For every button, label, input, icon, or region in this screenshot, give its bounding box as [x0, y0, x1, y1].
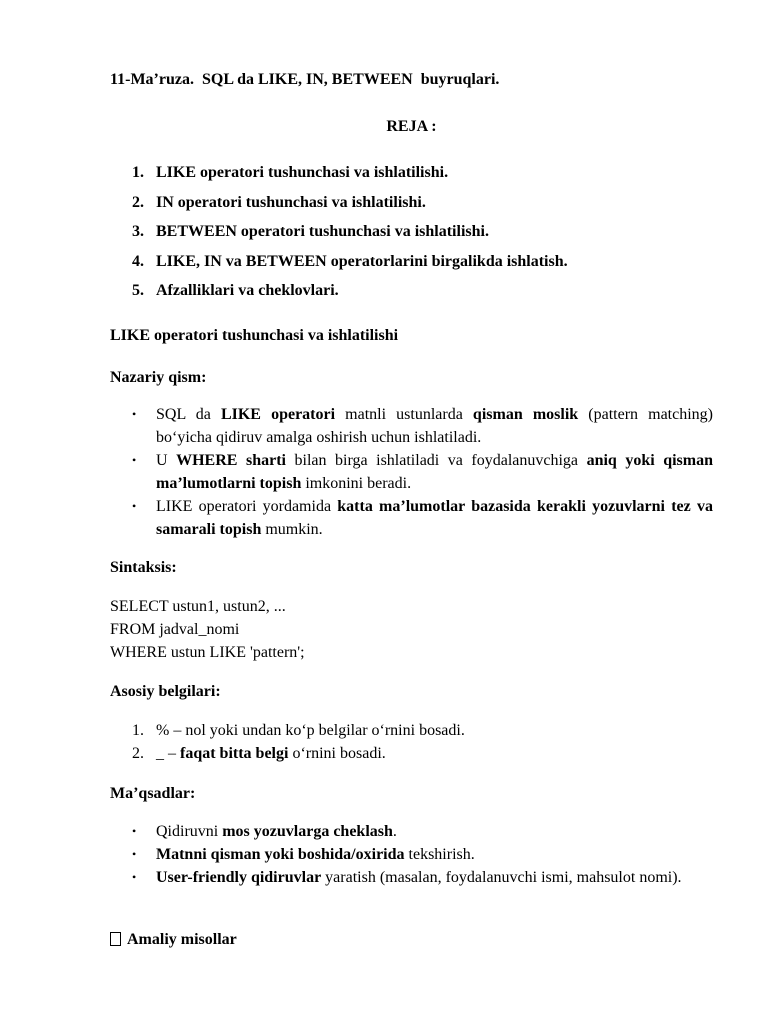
section-title: LIKE operatori tushunchasi va ishlatilishi	[110, 327, 399, 344]
theory-list	[110, 403, 713, 541]
list-item: 2. _ – faqat bitta belgi o‘rnini bosadi.	[132, 745, 386, 762]
list-item: • Matnni qisman yoki boshida/oxirida tekshirish.	[132, 846, 475, 863]
theory-heading: Nazariy qism:	[110, 369, 207, 386]
list-item: • User-friendly qidiruvlar yaratish (masalan, foydalanuvchi ismi, mahsulot nomi).	[132, 869, 682, 886]
symbols-list	[110, 719, 713, 765]
list-item: • LIKE operatori yordamida katta ma’lumotlar bazasida kerakli yozuvlarni tez va samarali topish mumkin.	[132, 498, 713, 538]
lecture-title: 11-Ma’ruza. SQL da LIKE, IN, BETWEEN buyruqlari.	[110, 71, 500, 88]
goals-list	[110, 820, 713, 889]
plan-item: 5. Afzalliklari va cheklovlari.	[132, 282, 339, 299]
code-line: WHERE ustun LIKE 'pattern';	[110, 644, 305, 661]
list-item: 1. % – nol yoki undan ko‘p belgilar o‘rnini bosadi.	[132, 722, 465, 739]
plan-item: 1. LIKE operatori tushunchasi va ishlatilishi.	[132, 164, 449, 181]
list-item: • SQL da LIKE operatori matnli ustunlarda qisman moslik (pattern matching) bo‘yicha qidiruv amalga oshirish uchun ishlatiladi.	[132, 406, 714, 446]
syntax-heading: Sintaksis:	[110, 559, 177, 576]
plan-item: 2. IN operatori tushunchasi va ishlatilishi.	[132, 193, 426, 211]
code-line: FROM jadval_nomi	[110, 621, 240, 638]
plan-heading: REJA :	[386, 118, 437, 135]
list-item: • U WHERE sharti bilan birga ishlatiladi va foydalanuvchiga aniq yoki qisman ma’lumotlarni topish imkonini beradi.	[132, 452, 714, 492]
symbols-heading: Asosiy belgilari:	[110, 683, 221, 700]
code-line: SELECT ustun1, ustun2, ...	[110, 598, 286, 615]
goals-heading: Ma’qsadlar:	[110, 785, 196, 802]
practice-heading: Amaliy misollar	[110, 928, 713, 951]
missing-glyph-icon	[110, 932, 121, 946]
plan-item: 3. BETWEEN operatori tushunchasi va ishlatilishi.	[132, 223, 489, 240]
list-item: • Qidiruvni mos yozuvlarga cheklash.	[132, 823, 397, 840]
plan-item: 4. LIKE, IN va BETWEEN operatorlarini birgalikda ishlatish.	[132, 252, 568, 270]
plan-list	[110, 161, 713, 309]
syntax-code	[110, 595, 713, 664]
